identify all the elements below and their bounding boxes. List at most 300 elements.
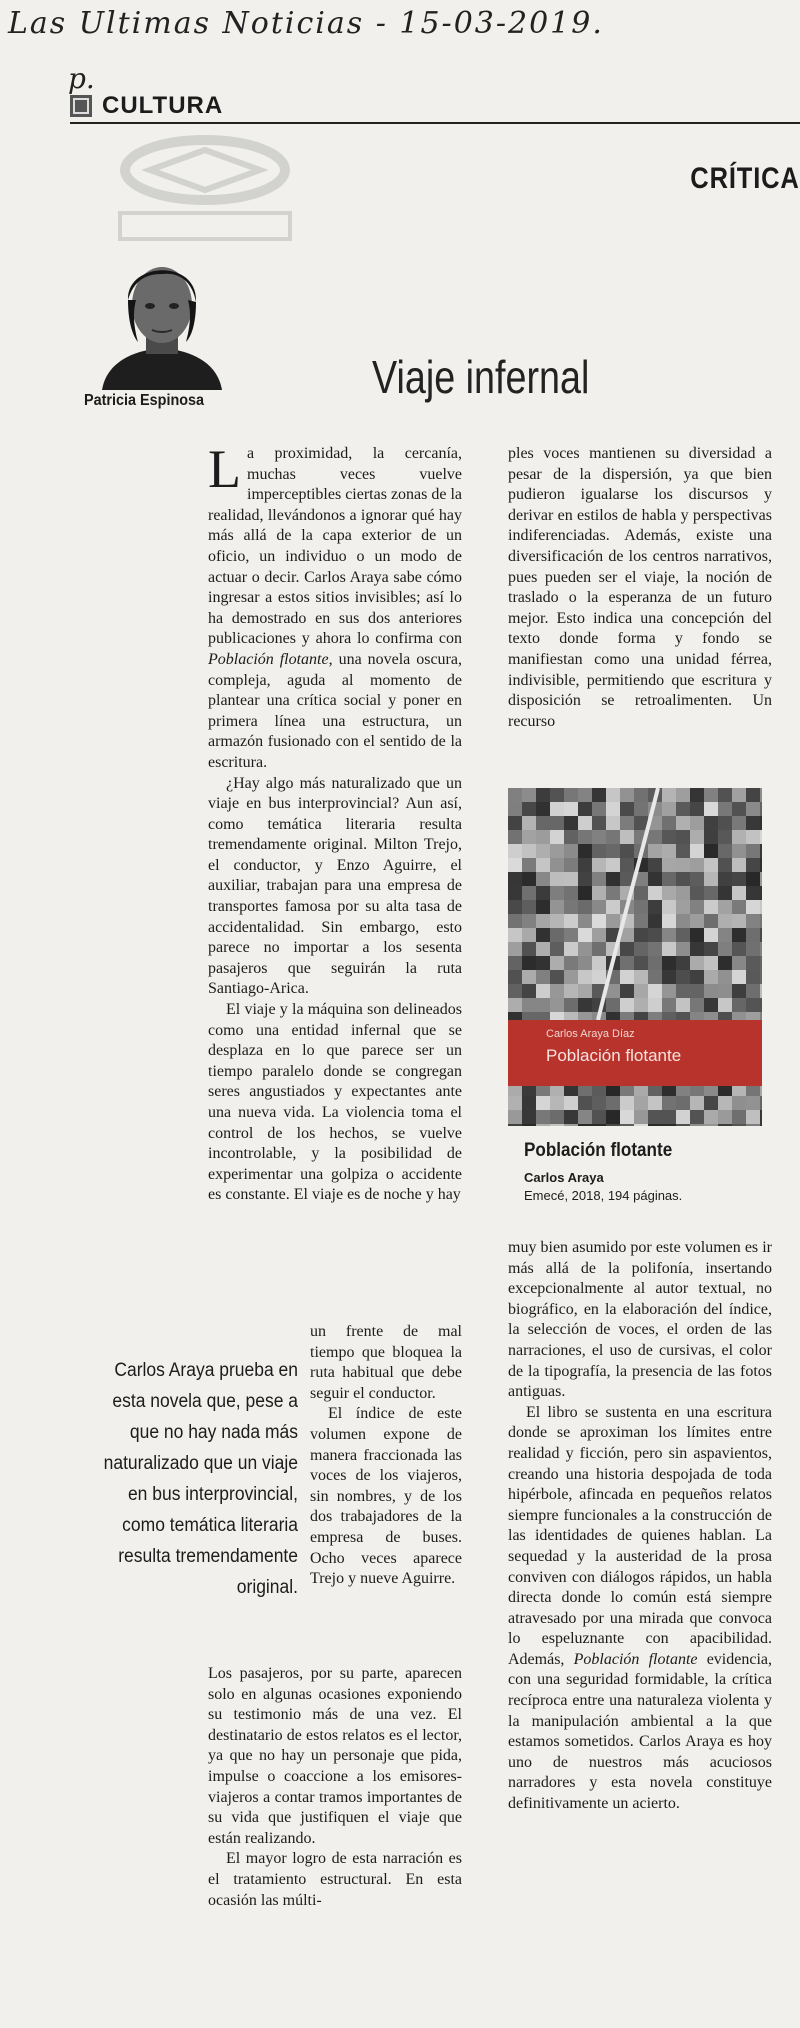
cover-pixel — [648, 956, 662, 970]
column-2-paragraph-2: muy bien asumido por este volumen es ir más allá de la polifonía, insertando excepcionalmente al autor textual, no biográfico, en la elaboración del índice, la selección de voces, el orden de las narraciones, el uso de cursivas, el color de la tipografía, la presencia de las fotos antiguas. — [508, 1239, 772, 1401]
cover-pixel — [550, 886, 564, 900]
cover-pixel — [704, 956, 718, 970]
cover-pixel — [536, 1110, 550, 1124]
cover-pixel — [522, 914, 536, 928]
cover-pixel — [746, 788, 760, 802]
cover-pixel — [634, 788, 648, 802]
watermark-logo — [90, 135, 320, 245]
cover-pixel — [746, 914, 760, 928]
cover-pixel — [662, 1124, 676, 1126]
cover-pixel — [578, 984, 592, 998]
cover-pixel — [676, 1096, 690, 1110]
cover-pixel — [732, 928, 746, 942]
cover-pixel — [704, 984, 718, 998]
cover-pixel — [760, 998, 762, 1012]
cover-pixel — [620, 970, 634, 984]
paragraph-2: ¿Hay algo más naturalizado que un viaje en bus interprovincial? Aun así, como temática literaria resulta tremendamente original. Milton Trejo, el conductor, y Enzo Aguirre, el auxiliar, trabajan para una empresa de transportes famosa por su alta tasa de accidentalidad. Sin embargo, esto parece no importar a los sesenta pasajeros que seguirán la ruta Santiago-Arica. — [208, 774, 462, 998]
cover-pixel — [550, 872, 564, 886]
cover-pixel — [718, 886, 732, 900]
cover-pixel — [662, 998, 676, 1012]
cover-pixel — [578, 872, 592, 886]
cover-pixel — [676, 816, 690, 830]
cover-pixel — [550, 858, 564, 872]
pull-quote: Carlos Araya prueba en esta novela que, pese a que no hay nada más naturalizado que un viaje en bus interprovincial, como temática literaria resulta tremendamente original. — [103, 1360, 298, 1598]
cover-pixel — [746, 816, 760, 830]
cover-pixel — [760, 970, 762, 984]
paragraph-5: El mayor logro de esta narración es el tratamiento estructural. En esta ocasión las múlti- — [208, 1850, 462, 1909]
cover-pixel — [704, 872, 718, 886]
cover-pixel — [690, 872, 704, 886]
cover-pixel — [718, 830, 732, 844]
cover-pixel — [522, 886, 536, 900]
cover-pixel — [648, 1096, 662, 1110]
cover-pixel — [676, 1124, 690, 1126]
cover-pixel — [592, 942, 606, 956]
cover-pixel — [578, 886, 592, 900]
cover-pixel — [704, 928, 718, 942]
cover-pixel — [522, 830, 536, 844]
cover-pixel — [718, 872, 732, 886]
cover-pixel — [690, 970, 704, 984]
cover-pixel — [522, 984, 536, 998]
cover-pixel — [760, 872, 762, 886]
column-2-paragraph-1: ples voces mantienen su diversidad a pesar de la dispersión, ya que bien pudieron igualarse los discursos y derivar en estilos de habla y perspectivas indiferenciadas. Además, existe una diversificación de los centros narrativos, pues pueden ser el viaje, la noción de traslado o la esperanza de un futuro mejor. Esto indica una concepción del texto donde forma y fondo se manifiestan como una unidad férrea, indivisible, permitiendo que escritura y disposición se retroalimenten. Un recurso — [508, 445, 772, 730]
cover-pixel — [690, 886, 704, 900]
cover-pixel — [536, 886, 550, 900]
paragraph-3: El viaje y la máquina son delineados como una entidad infernal que se desplaza en lo que parece ser un tiempo paralelo donde se congregan seres angustiados y expectantes ante una nueva vida. La violencia toma el control de los hechos, se vuelve incontrolable, y la posibilidad de experimentar una golpiza o accidente es constante. El viaje es de noche y hay — [208, 1001, 462, 1204]
cover-pixel — [662, 970, 676, 984]
cover-pixel — [690, 942, 704, 956]
cover-pixel — [634, 998, 648, 1012]
cover-pixel — [690, 1124, 704, 1126]
cover-pixel — [704, 816, 718, 830]
paragraph-3-continued: un frente de mal tiempo que bloquea la ruta habitual que debe seguir el conductor. — [310, 1323, 462, 1402]
cover-pixel — [564, 1096, 578, 1110]
cover-pixel — [718, 914, 732, 928]
cover-pixel — [606, 788, 620, 802]
cover-pixel — [592, 1124, 606, 1126]
cover-pixel — [634, 802, 648, 816]
paragraph-4-continued: Los pasajeros, por su parte, aparecen solo en algunas ocasiones exponiendo su testimonio más de una vez. El destinatario de estos relatos es el lector, ya que no hay un personaje que pida, impulse o coaccione a los emisores-viajeros a contar tramos importantes de su vida que justifiquen el viaje que están realizando. — [208, 1665, 462, 1847]
cover-pixel — [620, 788, 634, 802]
cover-pixel — [522, 844, 536, 858]
cover-pixel — [522, 1124, 536, 1126]
cover-pixel — [522, 788, 536, 802]
cover-pixel — [662, 942, 676, 956]
cover-pixel — [746, 956, 760, 970]
cover-pixel — [648, 1110, 662, 1124]
cover-pixel — [732, 816, 746, 830]
cover-pixel — [592, 816, 606, 830]
cover-pixel — [522, 872, 536, 886]
paragraph-4: El índice de este volumen expone de manera fraccionada las voces de los viajeros, sin nombres, y de los dos trabajadores de la empresa de buses. Ocho veces aparece Trejo y nueve Aguirre. — [310, 1405, 462, 1588]
cover-pixel — [620, 858, 634, 872]
cover-pixel — [508, 1124, 522, 1126]
cover-pixel — [578, 900, 592, 914]
cover-pixel — [508, 858, 522, 872]
cover-pixel — [718, 1096, 732, 1110]
cover-pixel — [536, 900, 550, 914]
cover-pixel — [746, 998, 760, 1012]
cover-pixel — [592, 886, 606, 900]
cover-pixel — [606, 914, 620, 928]
cover-pixel — [508, 970, 522, 984]
cover-pixel — [536, 928, 550, 942]
cover-pixel — [550, 984, 564, 998]
author-photo — [82, 250, 242, 390]
cover-pixel — [508, 984, 522, 998]
cover-pixel — [564, 984, 578, 998]
cover-pixel — [592, 900, 606, 914]
cover-pixel — [662, 844, 676, 858]
cover-pixel — [592, 830, 606, 844]
cover-pixel — [620, 816, 634, 830]
cover-pixel — [648, 844, 662, 858]
cover-pixel — [746, 858, 760, 872]
cover-pixel — [620, 942, 634, 956]
cover-pixel — [564, 928, 578, 942]
cover-pixel — [746, 802, 760, 816]
cover-pixel — [578, 1124, 592, 1126]
cover-pixel — [550, 1096, 564, 1110]
cover-pixel — [662, 830, 676, 844]
cover-pixel — [634, 1096, 648, 1110]
cover-pixel — [662, 900, 676, 914]
cover-pixel — [564, 858, 578, 872]
cover-pixel — [508, 788, 522, 802]
cover-pixel — [746, 886, 760, 900]
cover-pixel — [704, 970, 718, 984]
cover-pixel — [648, 914, 662, 928]
cover-pixel — [648, 998, 662, 1012]
column-2-paragraph-3: El libro se sustenta en una escritura donde se aproximan los límites entre realidad y ficción, pero sin aspavientos, creando una historia despojada de toda hipérbole, afincada en pequeños relatos siempre funcionales a la construcción de las identidades de quienes hablan. La sequedad y la austeridad de la prosa conviven con diálogos rápidos, un habla directa donde lo común está siempre atravesado por una mirada que convoca lo espeluznante con apacibilidad. Además, — [508, 1403, 772, 1668]
cover-pixel — [620, 984, 634, 998]
cover-pixel — [704, 802, 718, 816]
cover-pixel — [578, 914, 592, 928]
cover-pixel — [732, 1096, 746, 1110]
cover-pixel — [564, 998, 578, 1012]
book-title-inline-2: Población flotante — [573, 1650, 698, 1668]
cover-pixel — [746, 970, 760, 984]
cover-pixel — [676, 914, 690, 928]
cover-pixel — [508, 1096, 522, 1110]
cover-pixel — [760, 942, 762, 956]
cover-pixel — [592, 928, 606, 942]
cover-pixel — [606, 802, 620, 816]
cover-pixel — [606, 900, 620, 914]
cover-pixel — [648, 830, 662, 844]
cover-pixel — [690, 928, 704, 942]
cover-pixel — [550, 942, 564, 956]
cover-pixel — [662, 914, 676, 928]
cover-pixel — [718, 900, 732, 914]
cover-pixel — [648, 872, 662, 886]
cover-pixel — [536, 1096, 550, 1110]
cover-pixel — [592, 914, 606, 928]
cover-pixel — [620, 956, 634, 970]
cover-pixel — [550, 844, 564, 858]
cover-pixel — [648, 984, 662, 998]
cover-pixel — [732, 844, 746, 858]
cover-pixel — [522, 970, 536, 984]
cover-pixel — [690, 1096, 704, 1110]
cover-pixel — [522, 1096, 536, 1110]
cover-pixel — [704, 900, 718, 914]
cover-pixel — [746, 872, 760, 886]
cover-pixel — [704, 942, 718, 956]
cover-pixel — [662, 1110, 676, 1124]
cover-pixel — [732, 802, 746, 816]
cover-pixel — [550, 788, 564, 802]
cover-pixel — [690, 788, 704, 802]
book-publication: Emecé, 2018, 194 páginas. — [524, 1188, 683, 1203]
cover-pixel — [718, 928, 732, 942]
cover-pixel — [606, 886, 620, 900]
cover-pixel — [620, 844, 634, 858]
cover-pixel — [732, 984, 746, 998]
cover-title: Población flotante — [546, 1046, 682, 1065]
article-column-2-top — [508, 444, 772, 774]
cover-pixel — [634, 970, 648, 984]
cover-pixel — [732, 942, 746, 956]
cover-pixel — [550, 830, 564, 844]
cover-pixel — [746, 928, 760, 942]
cover-pixel — [564, 886, 578, 900]
cover-pixel — [704, 914, 718, 928]
cover-pixel — [550, 998, 564, 1012]
cover-pixel — [690, 956, 704, 970]
section-header — [70, 92, 800, 120]
cover-pixel — [508, 802, 522, 816]
cover-pixel — [536, 830, 550, 844]
cover-pixel — [760, 788, 762, 802]
cover-pixel — [718, 802, 732, 816]
cover-pixel — [662, 872, 676, 886]
cover-pixel — [578, 970, 592, 984]
cover-pixel — [676, 788, 690, 802]
cover-pixel — [676, 844, 690, 858]
cover-pixel — [564, 942, 578, 956]
cover-pixel — [536, 1124, 550, 1126]
cover-pixel — [760, 802, 762, 816]
cover-pixel — [676, 858, 690, 872]
cover-pixel — [690, 844, 704, 858]
cover-pixel — [522, 816, 536, 830]
cover-pixel — [508, 914, 522, 928]
cover-pixel — [578, 928, 592, 942]
cover-pixel — [592, 858, 606, 872]
book-title: Población flotante — [524, 1140, 673, 1161]
cover-pixel — [704, 998, 718, 1012]
cover-pixel — [564, 788, 578, 802]
cover-pixel — [578, 788, 592, 802]
cover-pixel — [718, 942, 732, 956]
cover-pixel — [564, 872, 578, 886]
cover-pixel — [508, 816, 522, 830]
cover-pixel — [536, 858, 550, 872]
cover-pixel — [760, 886, 762, 900]
cover-pixel — [718, 788, 732, 802]
article-column-2-bottom — [508, 1238, 772, 2024]
cover-pixel — [592, 872, 606, 886]
cover-pixel — [578, 858, 592, 872]
cover-pixel — [550, 802, 564, 816]
cover-pixel — [592, 1096, 606, 1110]
cover-pixel — [760, 984, 762, 998]
cover-pixel — [732, 1124, 746, 1126]
section-square-icon — [70, 95, 92, 117]
cover-pixel — [592, 970, 606, 984]
cover-pixel — [676, 970, 690, 984]
cover-pixel — [550, 928, 564, 942]
cover-pixel — [606, 830, 620, 844]
cover-pixel — [564, 914, 578, 928]
article-column-1-bottom — [208, 1664, 462, 2024]
cover-pixel — [746, 1124, 760, 1126]
cover-pixel — [592, 844, 606, 858]
cover-pixel — [676, 928, 690, 942]
cover-pixel — [550, 1110, 564, 1124]
cover-pixel — [732, 830, 746, 844]
cover-pixel — [536, 788, 550, 802]
cover-pixel — [578, 816, 592, 830]
cover-pixel — [508, 928, 522, 942]
cover-pixel — [620, 830, 634, 844]
cover-pixel — [704, 858, 718, 872]
cover-pixel — [732, 872, 746, 886]
cover-pixel — [522, 802, 536, 816]
cover-pixel — [662, 802, 676, 816]
cover-pixel — [704, 788, 718, 802]
cover-pixel — [662, 788, 676, 802]
cover-pixel — [564, 1124, 578, 1126]
cover-pixel — [676, 942, 690, 956]
cover-pixel — [732, 788, 746, 802]
cover-pixel — [676, 998, 690, 1012]
cover-pixel — [648, 1124, 662, 1126]
cover-pixel — [606, 844, 620, 858]
cover-pixel — [732, 1110, 746, 1124]
cover-pixel — [564, 970, 578, 984]
cover-pixel — [550, 1124, 564, 1126]
cover-pixel — [522, 998, 536, 1012]
section-label: CULTURA — [102, 92, 224, 119]
cover-pixel — [760, 816, 762, 830]
cover-pixel — [760, 928, 762, 942]
cover-pixel — [732, 900, 746, 914]
cover-pixel — [550, 956, 564, 970]
cover-pixel — [620, 998, 634, 1012]
cover-pixel — [564, 1110, 578, 1124]
cover-pixel — [606, 1124, 620, 1126]
cover-pixel — [732, 914, 746, 928]
cover-pixel — [760, 1096, 762, 1110]
cover-pixel — [634, 984, 648, 998]
paragraph-1: a proximidad, la cercanía, muchas veces vuelve imperceptibles ciertas zonas de la realidad, llevándonos a ignorar qué hay más allá de la capa exterior de un oficio, un individuo o un modo de actuar o decir. Carlos Araya sabe cómo ingresar a estos sitios invisibles; así lo ha demostrado en sus dos anteriores publicaciones y ahora lo confirma con — [208, 445, 462, 648]
cover-pixel — [578, 942, 592, 956]
cover-pixel — [746, 942, 760, 956]
paragraph-1-end: , una novela oscura, compleja, aguda al momento de plantear una crítica social y poner en primera línea una estructura, un armazón fusionado con el sentido de la escritura. — [208, 650, 462, 771]
cover-pixel — [704, 1124, 718, 1126]
cover-pixel — [508, 1110, 522, 1124]
cover-pixel — [578, 844, 592, 858]
cover-pixel — [536, 984, 550, 998]
cover-pixel — [732, 886, 746, 900]
cover-pixel — [760, 1110, 762, 1124]
book-cover — [508, 788, 762, 1126]
cover-pixel — [550, 816, 564, 830]
cover-pixel — [760, 830, 762, 844]
cover-pixel — [690, 858, 704, 872]
cover-pixel — [606, 1110, 620, 1124]
cover-pixel — [508, 942, 522, 956]
cover-pixel — [718, 1110, 732, 1124]
cover-pixel — [634, 928, 648, 942]
cover-pixel — [522, 956, 536, 970]
cover-pixel — [676, 872, 690, 886]
cover-pixel — [564, 802, 578, 816]
cover-pixel — [536, 844, 550, 858]
cover-pixel — [634, 914, 648, 928]
cover-pixel — [522, 1110, 536, 1124]
cover-pixel — [676, 956, 690, 970]
cover-pixel — [718, 816, 732, 830]
cover-pixel — [508, 998, 522, 1012]
cover-pixel — [578, 1096, 592, 1110]
cover-author: Carlos Araya Díaz — [546, 1028, 635, 1040]
cover-pixel — [578, 1110, 592, 1124]
cover-pixel — [578, 802, 592, 816]
cover-pixel — [704, 886, 718, 900]
cover-pixel — [536, 802, 550, 816]
cover-pixel — [648, 928, 662, 942]
cover-pixel — [634, 900, 648, 914]
cover-pixel — [536, 956, 550, 970]
article-column-1-narrow — [310, 1322, 462, 1594]
cover-pixel — [508, 886, 522, 900]
cover-pixel — [662, 956, 676, 970]
cover-pixel — [690, 900, 704, 914]
cover-pixel — [536, 914, 550, 928]
cover-pixel — [760, 956, 762, 970]
cover-pixel — [564, 830, 578, 844]
cover-pixel — [760, 858, 762, 872]
cover-pixel — [648, 970, 662, 984]
cover-pixel — [718, 858, 732, 872]
author-name: Patricia Espinosa — [84, 392, 205, 409]
cover-pixel — [536, 998, 550, 1012]
cover-pixel — [606, 1096, 620, 1110]
cover-pixel — [606, 998, 620, 1012]
cover-pixel — [550, 914, 564, 928]
cover-pixel — [676, 886, 690, 900]
cover-pixel — [760, 844, 762, 858]
cover-pixel — [746, 1110, 760, 1124]
cover-pixel — [620, 1124, 634, 1126]
page-mark: p. — [68, 62, 95, 95]
cover-pixel — [522, 942, 536, 956]
headline: Viaje infernal — [372, 351, 590, 403]
cover-pixel — [732, 858, 746, 872]
cover-pixel — [578, 998, 592, 1012]
cover-pixel — [536, 872, 550, 886]
cover-pixel — [620, 802, 634, 816]
cover-pixel — [662, 928, 676, 942]
cover-pixel — [746, 844, 760, 858]
cover-pixel — [690, 984, 704, 998]
cover-pixel — [746, 984, 760, 998]
cover-pixel — [508, 900, 522, 914]
